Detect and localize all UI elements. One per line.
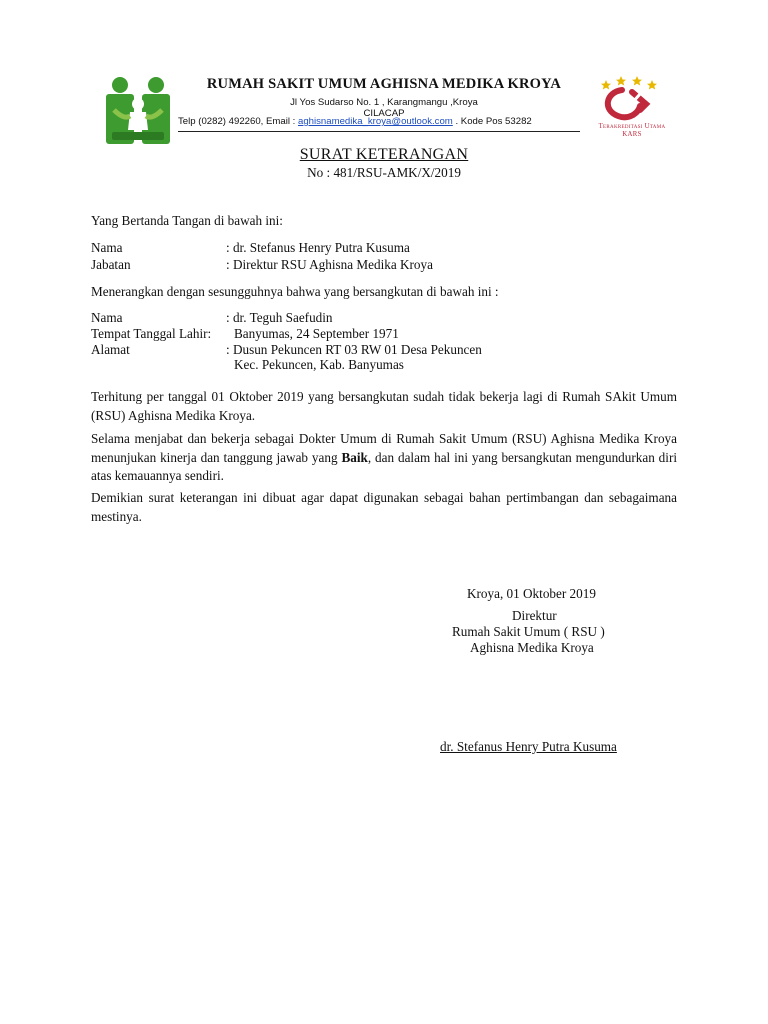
subject-name-label: Nama <box>91 310 123 325</box>
performance-text-end: , dan dalam hal ini yang bersangkutan mengundurkan diri atas kemauannya sendiri. <box>91 449 677 483</box>
paragraph-termination-text: Terhitung per tanggal 01 Oktober 2019 yang bersangkutan sudah tidak bekerja lagi di Rumah SAkit Umum (RSU) Aghisna Medika Kroya. <box>91 389 677 423</box>
performance-text-start: Selama menjabat dan bekerja sebagai Dokter Umum di Rumah Sakit Umum (RSU) Aghisna Medika Kroya menunjukan kinerja dan tanggung jawab yang <box>91 431 677 465</box>
contact-email-link[interactable]: aghisnamedika_kroya@outlook.com <box>298 116 453 127</box>
accreditation-caption: Terakreditasi Utama KARS <box>598 123 666 138</box>
subject-birth-label: Tempat Tanggal Lahir: <box>91 326 212 341</box>
signatory-name-label: Nama <box>91 240 123 255</box>
subject-address-line1: : Dusun Pekuncen RT 03 RW 01 Desa Pekuncen <box>226 342 482 357</box>
contact-phone: Telp (0282) 492260, Email : <box>178 116 298 127</box>
header-divider <box>178 131 580 132</box>
document-number: No : 481/RSU-AMK/X/2019 <box>307 165 461 180</box>
subject-birth-value: Banyumas, 24 September 1971 <box>234 326 399 341</box>
hospital-name: RUMAH SAKIT UMUM AGHISNA MEDIKA KROYA <box>206 76 562 92</box>
hospital-city: CILACAP <box>363 108 405 119</box>
signer-role: Direktur <box>512 608 557 623</box>
contact-postcode: . Kode Pos 53282 <box>452 116 532 127</box>
paragraph-termination <box>91 388 677 425</box>
subject-address-line2: Kec. Pekuncen, Kab. Banyumas <box>234 357 404 372</box>
signer-name: dr. Stefanus Henry Putra Kusuma <box>440 739 617 754</box>
place-date: Kroya, 01 Oktober 2019 <box>467 586 596 601</box>
paragraph-closing <box>91 489 677 526</box>
hospital-contact <box>178 116 532 127</box>
signer-institution-line1: Rumah Sakit Umum ( RSU ) <box>452 624 605 639</box>
signatory-position-label: Jabatan <box>91 257 131 272</box>
signatory-name-value: : dr. Stefanus Henry Putra Kusuma <box>226 240 410 255</box>
kars-accreditation-logo-icon <box>592 74 672 127</box>
statement-text: Menerangkan dengan sesungguhnya bahwa yang bersangkutan di bawah ini : <box>91 284 499 299</box>
intro-text: Yang Bertanda Tangan di bawah ini: <box>91 213 283 228</box>
performance-rating: Baik <box>341 449 368 465</box>
paragraph-performance-text <box>91 430 677 486</box>
paragraph-closing-text: Demikian surat keterangan ini dibuat agar dapat digunakan sebagai bahan pertimbangan dan sebagaimana mestinya. <box>91 490 677 524</box>
signatory-position-value: : Direktur RSU Aghisna Medika Kroya <box>226 257 433 272</box>
document-title: SURAT KETERANGAN <box>299 146 469 163</box>
subject-name-value: : dr. Teguh Saefudin <box>226 310 333 325</box>
paragraph-performance <box>91 430 677 486</box>
signer-institution-line2: Aghisna Medika Kroya <box>470 640 594 655</box>
subject-address-label: Alamat <box>91 342 130 357</box>
hospital-address: Jl Yos Sudarso No. 1 , Karangmangu ,Kroya <box>290 97 478 108</box>
